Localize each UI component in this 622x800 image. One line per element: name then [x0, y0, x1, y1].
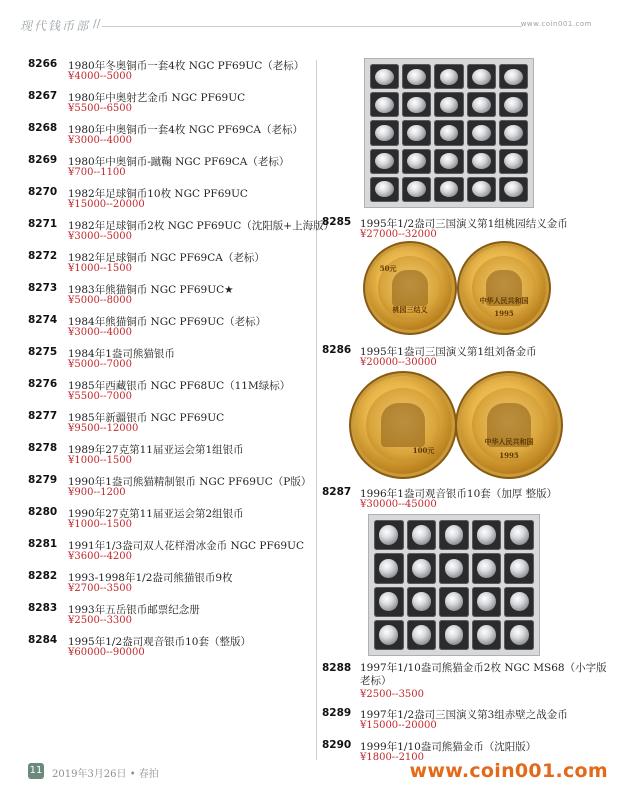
coin-slot [467, 92, 496, 117]
coin-slot [472, 553, 502, 583]
lot-number: 8288 [322, 662, 352, 674]
coin-slot [407, 620, 437, 650]
header-url[interactable]: www.coin001.com [520, 20, 592, 28]
coin-legend: 中华人民共和国 [479, 296, 529, 306]
lot-number: 8290 [322, 739, 352, 751]
coin-slot [472, 620, 502, 650]
lot-price: ¥15000--20000 [360, 720, 437, 731]
lot-price: ¥1000--1500 [68, 455, 133, 466]
coin-slot [499, 149, 528, 174]
coin-slot [504, 520, 534, 550]
coin-slot [439, 620, 469, 650]
coin-slot [402, 177, 431, 202]
lot-number: 8278 [28, 442, 58, 454]
lot-title: 1995年1/2盎司观音银币10套（整版） [68, 636, 251, 648]
lot-price: ¥5500--6500 [68, 103, 133, 114]
coin-slot [370, 64, 399, 89]
lot-price: ¥60000--90000 [68, 647, 145, 658]
lot-price: ¥2700--3500 [68, 583, 133, 594]
lot-number: 8270 [28, 186, 58, 198]
coin-legend: 桃园三结义 [392, 304, 428, 314]
coin-slot [499, 120, 528, 145]
lot-number: 8276 [28, 378, 58, 390]
page-header [0, 0, 622, 40]
lot-price: ¥9500--12000 [68, 423, 139, 434]
lot-title: 1984年熊猫铜币 NGC PF69UC（老标） [68, 316, 267, 328]
lot-number: 8271 [28, 218, 58, 230]
lot-number: 8283 [28, 602, 58, 614]
lot-price: ¥15000--20000 [68, 199, 145, 210]
lot-title: 1980年冬奥铜币一套4枚 NGC PF69UC（老标） [68, 60, 305, 72]
footer-date: 2019年3月26日 • 春拍 [52, 769, 159, 780]
coin-reverse-8285 [462, 246, 546, 330]
coin-tray-photo-8287 [368, 514, 540, 656]
lot-number: 8272 [28, 250, 58, 262]
coin-slot [434, 149, 463, 174]
lot-title: 1991年1/3盎司双人花样滑冰金币 NGC PF69UC [68, 540, 304, 552]
coin-legend: 中华人民共和国 [484, 436, 534, 446]
coin-slot [370, 92, 399, 117]
lot-price: ¥27000--32000 [360, 229, 437, 240]
coin-tray-photo-8284 [364, 58, 534, 208]
lot-title: 1980年中奥铜币-蹴鞠 NGC PF69CA（老标） [68, 156, 290, 168]
lot-number: 8267 [28, 90, 58, 102]
lot-title: 1982年足球铜币10枚 NGC PF69UC [68, 188, 248, 200]
coin-slot [467, 149, 496, 174]
lot-price: ¥3000--4000 [68, 327, 133, 338]
lot-number: 8279 [28, 474, 58, 486]
footer-url[interactable]: www.coin001.com [409, 760, 608, 782]
coin-slot [407, 587, 437, 617]
coin-slot [370, 177, 399, 202]
coin-slot [374, 520, 404, 550]
lot-number: 8281 [28, 538, 58, 550]
lot-number: 8286 [322, 344, 352, 356]
lot-title: 1980年中奥铜币一套4枚 NGC PF69CA（老标） [68, 124, 304, 136]
lot-title: 1993-1998年1/2盎司熊猫银币9枚 [68, 572, 233, 584]
header-slash: // [93, 17, 101, 30]
coin-slot [434, 64, 463, 89]
lot-number: 8277 [28, 410, 58, 422]
coin-slot [434, 177, 463, 202]
lot-title: 1980年中奥射艺金币 NGC PF69UC [68, 92, 246, 104]
lot-title: 1984年1盎司熊猫银币 [68, 348, 175, 360]
lot-title: 1995年1盎司三国演义第1组刘备金币 [360, 346, 537, 358]
lot-title: 1985年新疆银币 NGC PF69UC [68, 412, 225, 424]
coin-slot [499, 92, 528, 117]
lot-title: 1997年1/2盎司三国演义第3组赤壁之战金币 [360, 709, 568, 721]
coin-slot [374, 620, 404, 650]
lot-number: 8285 [322, 216, 352, 228]
lot-price: ¥1000--1500 [68, 263, 133, 274]
page-number-badge: 11 [28, 763, 44, 779]
coin-slot [402, 92, 431, 117]
coin-year: 1995 [499, 451, 519, 461]
lot-number: 8287 [322, 486, 352, 498]
section-brand: 现代钱币部 [20, 19, 91, 33]
lot-title: 1997年1/10盎司熊猫金币2枚 NGC MS68（小字版老标） [360, 662, 607, 687]
lot-number: 8273 [28, 282, 58, 294]
coin-slot [467, 177, 496, 202]
lot-price: ¥4000--5000 [68, 71, 133, 82]
coin-obverse-8285 [368, 246, 452, 330]
coin-slot [439, 553, 469, 583]
coin-slot [374, 553, 404, 583]
coin-denomination: 100元 [412, 446, 435, 456]
coin-reverse-8286 [460, 376, 558, 474]
lot-title: 1999年1/10盎司熊猫金币（沈阳版） [360, 741, 537, 753]
lot-title: 1990年27克第11届亚运会第2组银币 [68, 508, 244, 520]
lot-price: ¥2500--3500 [360, 689, 425, 700]
coin-slot [407, 520, 437, 550]
lot-title: 1995年1/2盎司三国演义第1组桃园结义金币 [360, 218, 568, 230]
coin-slot [472, 520, 502, 550]
lot-title: 1982年足球铜币2枚 NGC PF69UC（沈阳版+上海版） [68, 220, 335, 232]
coin-slot [504, 620, 534, 650]
lot-title: 1989年27克第11届亚运会第1组银币 [68, 444, 244, 456]
coin-slot [434, 120, 463, 145]
coin-slot [407, 553, 437, 583]
column-divider [316, 60, 317, 760]
lot-price: ¥5000--7000 [68, 359, 133, 370]
lot-price: ¥5500--7000 [68, 391, 133, 402]
coin-slot [439, 587, 469, 617]
lot-price: ¥3000--4000 [68, 135, 133, 146]
coin-obverse-8286 [354, 376, 452, 474]
lot-number: 8268 [28, 122, 58, 134]
lot-number: 8282 [28, 570, 58, 582]
coin-slot [467, 120, 496, 145]
coin-slot [402, 64, 431, 89]
coin-slot [472, 587, 502, 617]
coin-slot [370, 149, 399, 174]
lot-price: ¥2500--3300 [68, 615, 133, 626]
lot-number: 8274 [28, 314, 58, 326]
lot-price: ¥1000--1500 [68, 519, 133, 530]
lot-number: 8284 [28, 634, 58, 646]
lot-number: 8266 [28, 58, 58, 70]
coin-slot [439, 520, 469, 550]
lot-title: 1982年足球铜币 NGC PF69CA（老标） [68, 252, 265, 264]
lot-price: ¥3000--5000 [68, 231, 133, 242]
header-rule [102, 26, 522, 27]
lot-number: 8275 [28, 346, 58, 358]
lot-title: 1983年熊猫铜币 NGC PF69UC★ [68, 284, 234, 296]
coin-slot [467, 64, 496, 89]
lot-title: 1996年1盎司观音银币10套（加厚 整版） [360, 488, 558, 500]
lot-price: ¥900--1200 [68, 487, 126, 498]
lot-price: ¥3600--4200 [68, 551, 133, 562]
coin-slot [504, 587, 534, 617]
coin-slot [499, 64, 528, 89]
coin-slot [434, 92, 463, 117]
coin-slot [402, 149, 431, 174]
lot-price: ¥1800--2100 [360, 752, 425, 763]
lot-number: 8289 [322, 707, 352, 719]
coin-slot [402, 120, 431, 145]
coin-slot [504, 553, 534, 583]
coin-denomination: 50元 [379, 264, 397, 274]
coin-slot [499, 177, 528, 202]
lot-number: 8280 [28, 506, 58, 518]
coin-slot [370, 120, 399, 145]
coin-slot [374, 587, 404, 617]
lot-number: 8269 [28, 154, 58, 166]
lot-title: 1990年1盎司熊猫精制银币 NGC PF69UC（P版） [68, 476, 312, 488]
lot-price: ¥700--1100 [68, 167, 126, 178]
coin-year: 1995 [494, 309, 514, 319]
lot-title: 1993年五岳银币邮票纪念册 [68, 604, 200, 616]
lot-title: 1985年西藏银币 NGC PF68UC（11M绿标） [68, 380, 291, 392]
lot-price: ¥20000--30000 [360, 357, 437, 368]
lot-price: ¥30000--45000 [360, 499, 437, 510]
lot-price: ¥5000--8000 [68, 295, 133, 306]
